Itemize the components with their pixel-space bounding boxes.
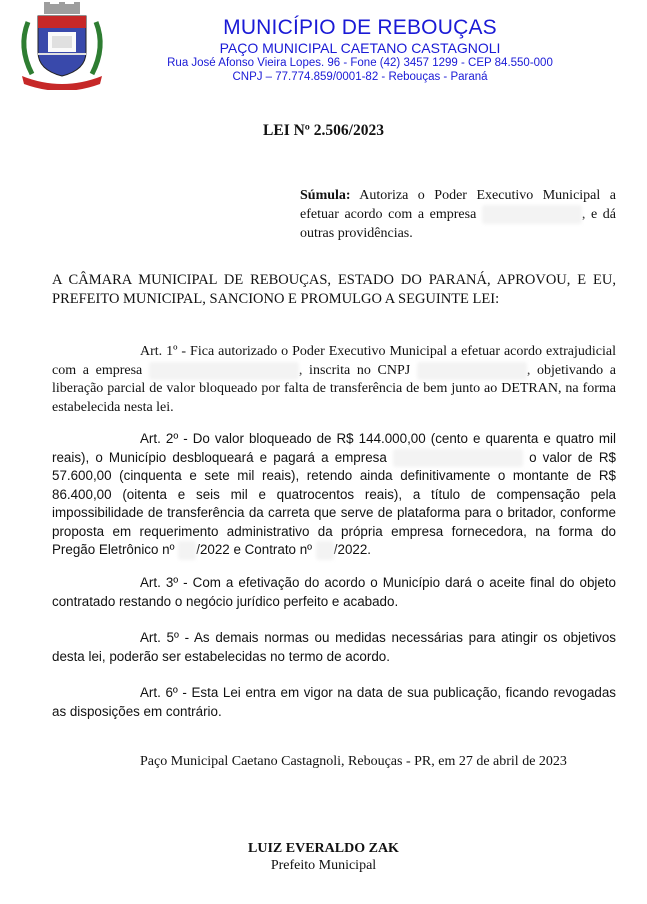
cnpj-line: CNPJ – 77.774.859/0001-82 - Rebouças - Paraná: [232, 71, 488, 83]
municipality-name: MUNICÍPIO DE REBOUÇAS: [223, 16, 497, 39]
redacted-number: [316, 541, 334, 560]
redacted-company-name: [149, 362, 299, 381]
article-2-text-2: o valor de R$ 57.600,00 (cinquenta e sete mil reais), retendo ainda definitivamente o montante de R$ 86.400,00 (oitenta e seis mil e quatrocentos reais), a título de compensação pela impossibilidade de transferência da carreta que serve de plataforma para o britador, conforme proposta em requerimento administrativo da própria empresa fornecedora, na forma do Pregão Eletrônico nº: [52, 449, 616, 557]
signature-block: [0, 840, 647, 874]
letterhead: [0, 0, 647, 95]
article-1-text-2: , inscrita no CNPJ: [298, 362, 417, 378]
article-3: Art. 3º - Com a efetivação do acordo o Município dará o aceite final do objeto contratado restando o negócio jurídico perfeito e acabado.: [52, 575, 616, 609]
article-1-text-3: , objetivando a liberação parcial de valor bloqueado por falta de transferência de bem junto ao DETRAN, na forma estabelecida nesta lei.: [52, 362, 616, 415]
sumula-label: Súmula:: [300, 188, 351, 203]
sumula-text-1: Autoriza o Poder Executivo Municipal a efetuar acordo com a empresa: [300, 188, 616, 222]
sumula-text-2: , e dá outras providências.: [300, 207, 616, 241]
article-1-text-1: Art. 1º - Fica autorizado o Poder Executivo Municipal a efetuar acordo extrajudicial com a empresa: [52, 344, 616, 378]
enactment-clause: A CÂMARA MUNICIPAL DE REBOUÇAS, ESTADO DO PARANÁ, APROVOU, E EU, PREFEITO MUNICIPAL, SANCIONO E PROMULGO A SEGUINTE LEI:: [52, 272, 616, 307]
article-6: Art. 6º - Esta Lei entra em vigor na data de sua publicação, ficando revogadas as disposições em contrário.: [52, 685, 616, 719]
address-line: Rua José Afonso Vieira Lopes. 96 - Fone (42) 3457 1299 - CEP 84.550-000: [167, 57, 553, 69]
redacted-company-name: [482, 205, 582, 224]
place-and-date: Paço Municipal Caetano Castagnoli, Rebouças - PR, em 27 de abril de 2023: [140, 754, 567, 769]
signer-name: LUIZ EVERALDO ZAK: [248, 841, 399, 856]
redacted-cnpj: [417, 362, 527, 381]
letterhead-text: [140, 0, 580, 84]
article-2-text-3: /2022 e Contrato nº: [196, 542, 316, 557]
municipal-crest-icon: [14, 2, 110, 90]
redacted-number: [178, 541, 196, 560]
article-2-text-4: /2022.: [333, 542, 372, 557]
signer-role: Prefeito Municipal: [270, 858, 377, 873]
palace-name: PAÇO MUNICIPAL CAETANO CASTAGNOLI: [219, 40, 501, 56]
law-title: LEI Nº 2.506/2023: [263, 122, 384, 139]
article-2-text-1: Art. 2º - Do valor bloqueado de R$ 144.000,00 (cento e quarenta e quatro mil reais), o Município desbloqueará e pagará a empresa: [52, 431, 616, 465]
article-2: [52, 430, 616, 560]
redacted-company-name: [393, 449, 523, 468]
article-5: Art. 5º - As demais normas ou medidas necessárias para atingir os objetivos desta lei, poderão ser estabelecidas no termo de acordo.: [52, 630, 616, 664]
sumula-block: [300, 186, 616, 243]
article-1: [52, 343, 616, 417]
